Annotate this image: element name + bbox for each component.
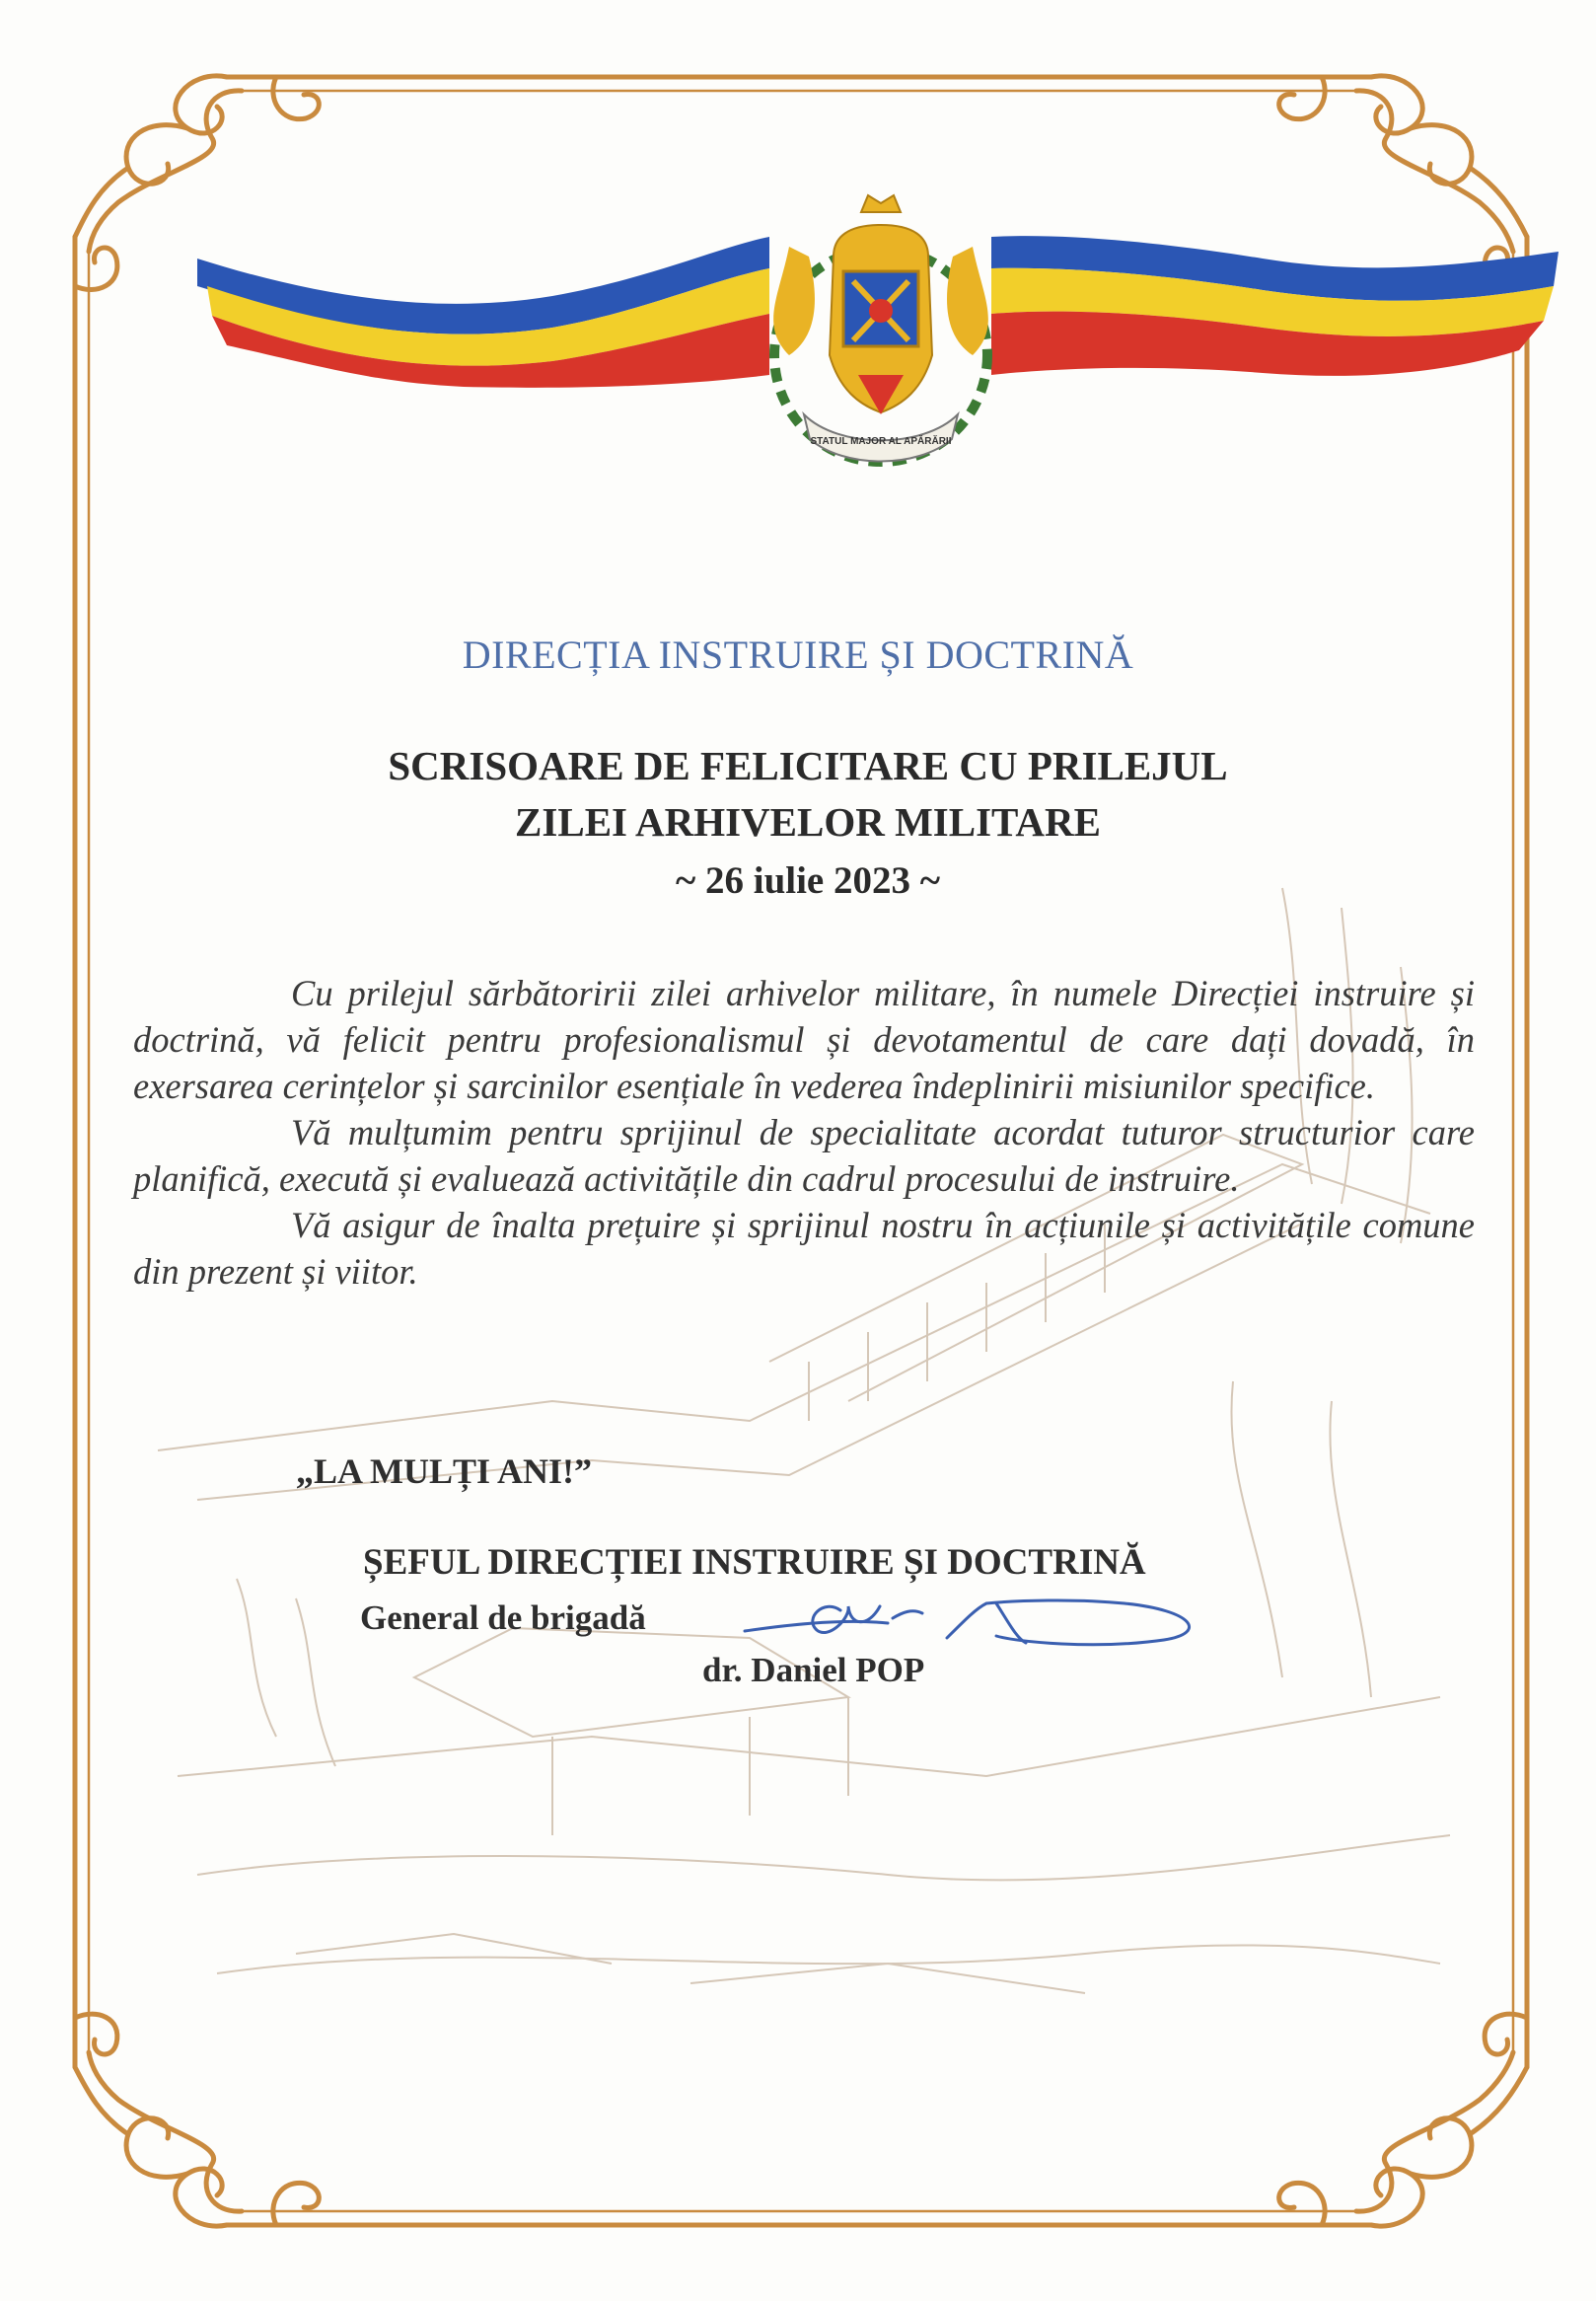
tricolor-ribbon-right [991,236,1559,376]
corner-ornament-bottom-right [1279,2014,1527,2226]
body-paragraph-3: Vă asigur de înalta prețuire și sprijinul nostru în acțiunile și activitățile comune din prezent și viitor. [133,1205,1475,1292]
letter-title-line-2: ZILEI ARHIVELOR MILITARE [515,799,1101,845]
svg-text:STATUL MAJOR AL APĂRĂRII: STATUL MAJOR AL APĂRĂRII [810,436,952,447]
corner-ornament-top-left [75,76,319,290]
tricolor-ribbon-left [197,237,769,388]
greeting: „LA MULȚI ANI!” [296,1451,593,1491]
handwritten-signature [745,1600,1190,1645]
signatory-role: ȘEFUL DIRECȚIEI INSTRUIRE ȘI DOCTRINĂ [363,1542,1146,1583]
signatory-rank: General de brigadă [360,1598,646,1637]
corner-ornament-bottom-left [75,2014,319,2226]
military-coat-of-arms-icon [773,195,988,462]
letter-date: ~ 26 iulie 2023 ~ [675,859,941,902]
letter-body [133,970,1475,1295]
letter-title-line-1: SCRISOARE DE FELICITARE CU PRILEJUL [388,743,1228,788]
body-paragraph-2: Vă mulțumim pentru sprijinul de specialitate acordat tuturor structurior care planifică, execută și evaluează activitățile din cadrul procesului de instruire. [133,1112,1475,1199]
department-heading: DIRECȚIA INSTRUIRE ȘI DOCTRINĂ [462,632,1134,677]
corner-ornament-top-right [1279,76,1527,290]
body-paragraph-1: Cu prilejul sărbătoririi zilei arhivelor militare, în numele Direcției instruire și doctrină, vă felicit pentru profesionalismul și devotamentul de care dați dovadă, în exersarea cerințelor și sarcinilor esențiale în vederea îndeplinirii misiunilor specifice. [133,973,1475,1106]
signatory-name: dr. Daniel POP [702,1651,925,1689]
